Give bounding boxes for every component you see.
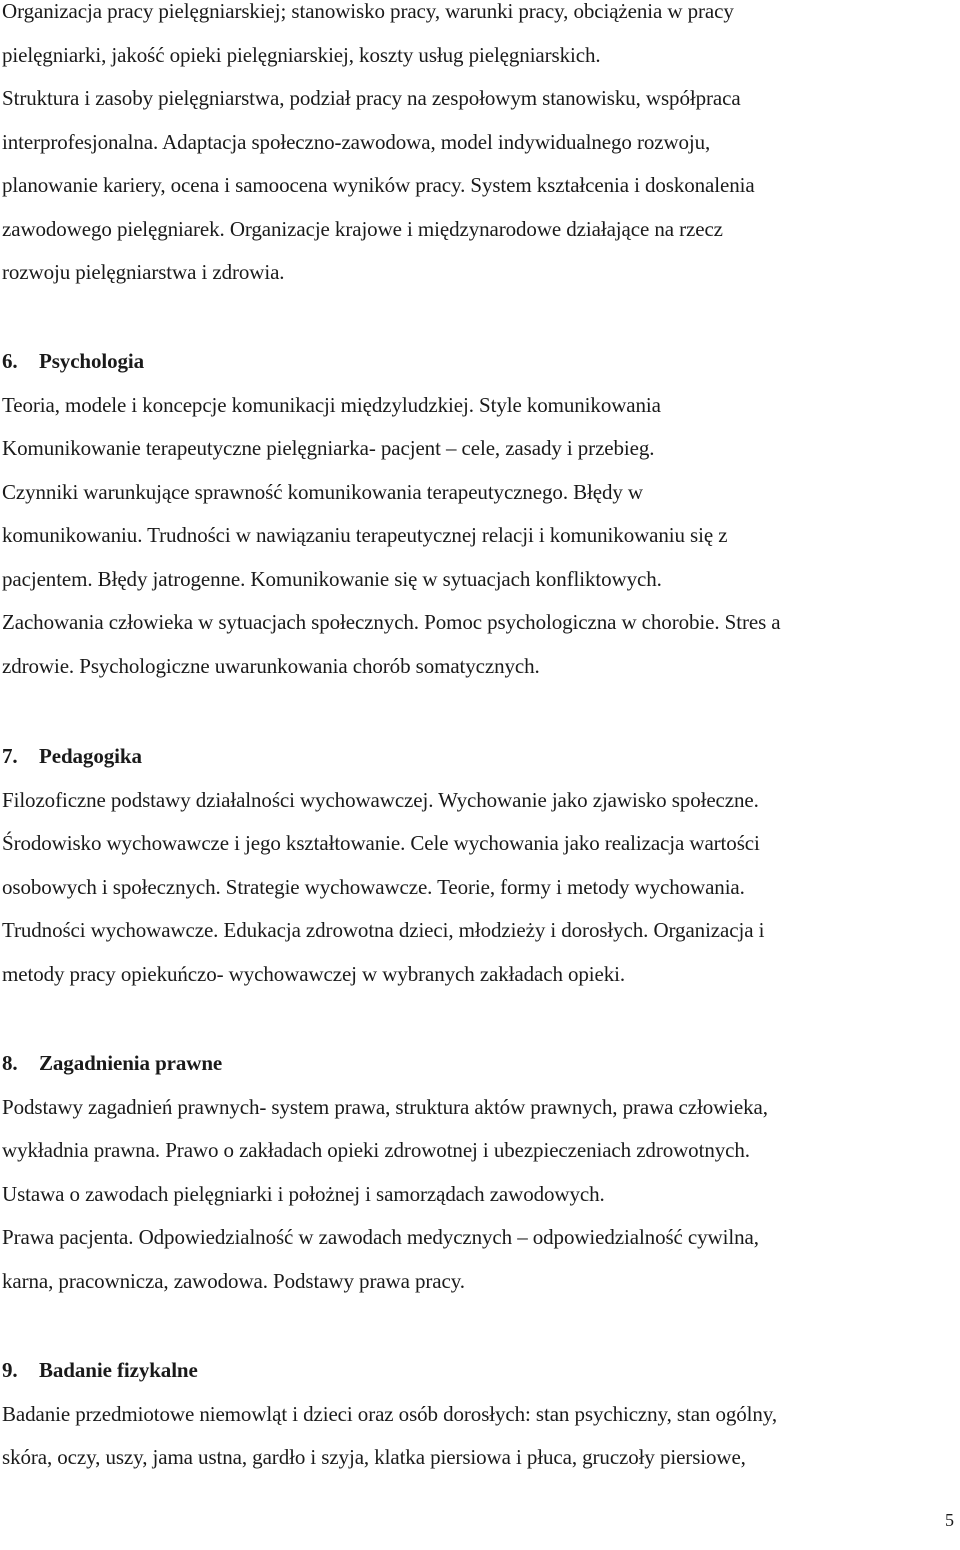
section-pedagogika [2,735,957,996]
text-line: skóra, oczy, uszy, jama ustna, gardło i szyja, klatka piersiowa i płuca, gruczoły piersiowe, [2,1445,746,1469]
section-badanie-fizykalne [2,1349,957,1480]
section-number: 9. [2,1358,18,1382]
text-line: metody pracy opiekuńczo- wychowawczej w wybranych zakładach opieki. [2,961,626,986]
text-line: Filozoficzne podstawy działalności wychowawczej. Wychowanie jako zjawisko społeczne. [2,787,759,812]
text-line: Teoria, modele i koncepcje komunikacji międzyludzkiej. Style komunikowania [2,392,661,417]
text-line: Organizacja pracy pielęgniarskiej; stanowisko pracy, warunki pracy, obciążenia w pracy [2,0,734,23]
text-line: zawodowego pielęgniarek. Organizacje krajowe i międzynarodowe działające na rzecz [2,216,723,241]
text-line: zdrowie. Psychologiczne uwarunkowania chorób somatycznych. [2,653,540,678]
text-line: interprofesjonalna. Adaptacja społeczno-zawodowa, model indywidualnego rozwoju, [2,129,711,154]
text-line: karna, pracownicza, zawodowa. Podstawy prawa pracy. [2,1268,465,1293]
text-line: Prawa pacjenta. Odpowiedzialność w zawodach medycznych – odpowiedzialność cywilna, [2,1225,759,1249]
section-title: Badanie fizykalne [39,1358,198,1382]
section-zagadnienia-prawne [2,1042,957,1303]
section-heading [2,340,957,384]
section-title: Psychologia [39,349,145,373]
text-line: komunikowaniu. Trudności w nawiązaniu terapeutycznej relacji i komunikowaniu się z [2,523,728,547]
text-line: osobowych i społecznych. Strategie wychowawcze. Teorie, formy i metody wychowania. [2,874,745,899]
text-line: Trudności wychowawcze. Edukacja zdrowotna dzieci, młodzieży i dorosłych. Organizacja i [2,918,765,942]
text-line: pielęgniarki, jakość opieki pielęgniarskiej, koszty usług pielęgniarskich. [2,42,601,67]
section-title: Pedagogika [39,744,142,768]
section-psychologia [2,340,957,688]
text-line: Badanie przedmiotowe niemowląt i dzieci oraz osób dorosłych: stan psychiczny, stan ogólny, [2,1401,777,1426]
text-line: Podstawy zagadnień prawnych- system prawa, struktura aktów prawnych, prawa człowieka, [2,1094,768,1119]
section-number: 6. [2,349,18,373]
text-line: Czynniki warunkujące sprawność komunikowania terapeutycznego. Błędy w [2,479,643,504]
section-heading [2,735,957,779]
intro-paragraph [2,0,957,295]
text-line: pacjentem. Błędy jatrogenne. Komunikowanie się w sytuacjach konfliktowych. [2,566,662,591]
text-line: planowanie kariery, ocena i samoocena wyników pracy. System kształcenia i doskonalenia [2,173,755,197]
section-heading [2,1349,957,1393]
page-number: 5 [945,1510,954,1530]
section-number: 8. [2,1051,18,1075]
text-line: Ustawa o zawodach pielęgniarki i położnej i samorządach zawodowych. [2,1181,605,1206]
text-line: Komunikowanie terapeutyczne pielęgniarka- pacjent – cele, zasady i przebieg. [2,436,655,460]
text-line: Zachowania człowieka w sytuacjach społecznych. Pomoc psychologiczna w chorobie. Stres a [2,610,781,634]
text-line: Środowisko wychowawcze i jego kształtowanie. Cele wychowania jako realizacja wartości [2,831,760,855]
text-line: Struktura i zasoby pielęgniarstwa, podział pracy na zespołowym stanowisku, współpraca [2,86,741,110]
section-heading [2,1042,957,1086]
section-number: 7. [2,744,18,768]
section-title: Zagadnienia prawne [39,1051,223,1075]
text-line: rozwoju pielęgniarstwa i zdrowia. [2,260,285,284]
text-line: wykładnia prawna. Prawo o zakładach opieki zdrowotnej i ubezpieczeniach zdrowotnych. [2,1138,750,1162]
